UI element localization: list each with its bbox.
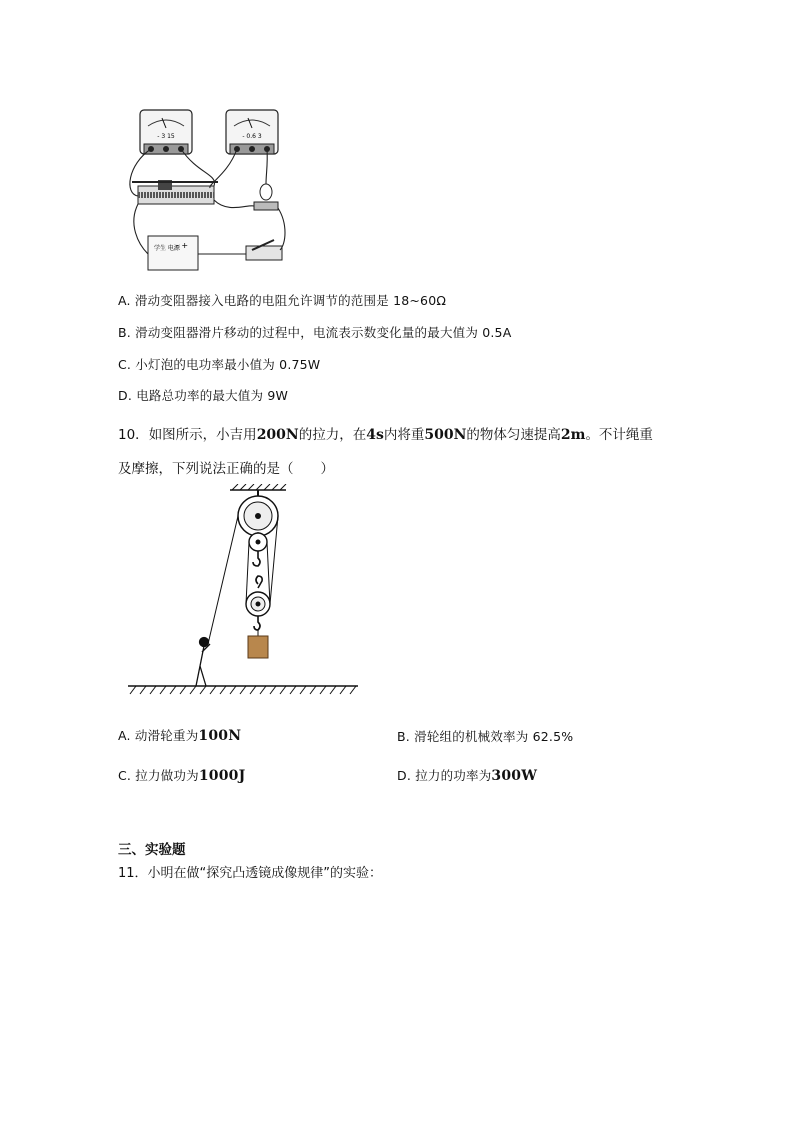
option-value: 300W (491, 768, 538, 784)
ammeter-scale: - 0.6 3 (242, 133, 262, 140)
question-number: 10． (118, 427, 149, 443)
option-text: 小灯泡的电功率最小值为 0.75W (135, 357, 321, 372)
option-letter: C. (118, 357, 132, 372)
fixed-pulley-large (238, 496, 278, 536)
voltmeter-scale: - 3 15 (157, 133, 175, 140)
ground (128, 686, 358, 694)
power-supply-label: 学生 电源 (154, 245, 180, 252)
force-value: 200N (256, 427, 299, 443)
q9-option-c (118, 355, 320, 373)
q10-option-a: A. 动滑轮重为100N (118, 728, 242, 744)
q9-option-d (118, 386, 288, 404)
fixed-pulley-small (249, 532, 267, 566)
option-letter: D. (118, 388, 132, 403)
q11-stem: 11．小明在做“探究凸透镜成像规律”的实验： (118, 866, 383, 881)
circuit-figure (118, 104, 290, 274)
weight-block (248, 636, 268, 658)
q10-stem-line2: 及摩擦，下列说法正确的是（ ） (118, 461, 334, 477)
ammeter (226, 110, 278, 154)
section-title: 三、实验题 (118, 842, 186, 858)
time-value: 4s (366, 427, 384, 443)
option-text: 电路总功率的最大值为 9W (136, 388, 289, 403)
ceiling (230, 484, 286, 496)
weight-value: 500N (424, 427, 467, 443)
option-letter: A. (118, 293, 131, 308)
q10-option-b: B. 滑轮组的机械效率为 62.5% (397, 729, 574, 744)
q10-option-d: D. 拉力的功率为300W (397, 768, 538, 784)
option-letter: B. (118, 325, 131, 340)
option-text: 滑动变阻器接入电路的电阻允许调节的范围是 18~60Ω (134, 293, 447, 308)
power-supply (148, 236, 198, 270)
q9-option-b (118, 323, 511, 341)
option-value: 1000J (198, 768, 246, 784)
person (196, 638, 210, 687)
q10-stem-line1: 10．如图所示，小吉用200N的拉力，在4s内将重500N的物体匀速提高2m。不计绳重 (118, 427, 653, 443)
option-value: 100N (198, 728, 242, 744)
pulley-figure (126, 484, 362, 696)
height-value: 2m (560, 427, 586, 443)
option-text: 滑动变阻器滑片移动的过程中，电流表示数变化量的最大值为 0.5A (135, 325, 512, 340)
movable-pulley (246, 576, 270, 630)
q9-option-a (118, 291, 446, 309)
q10-option-c: C. 拉力做功为1000J (118, 768, 246, 784)
voltmeter (140, 110, 192, 154)
svg-text:- +: - + (176, 241, 189, 250)
